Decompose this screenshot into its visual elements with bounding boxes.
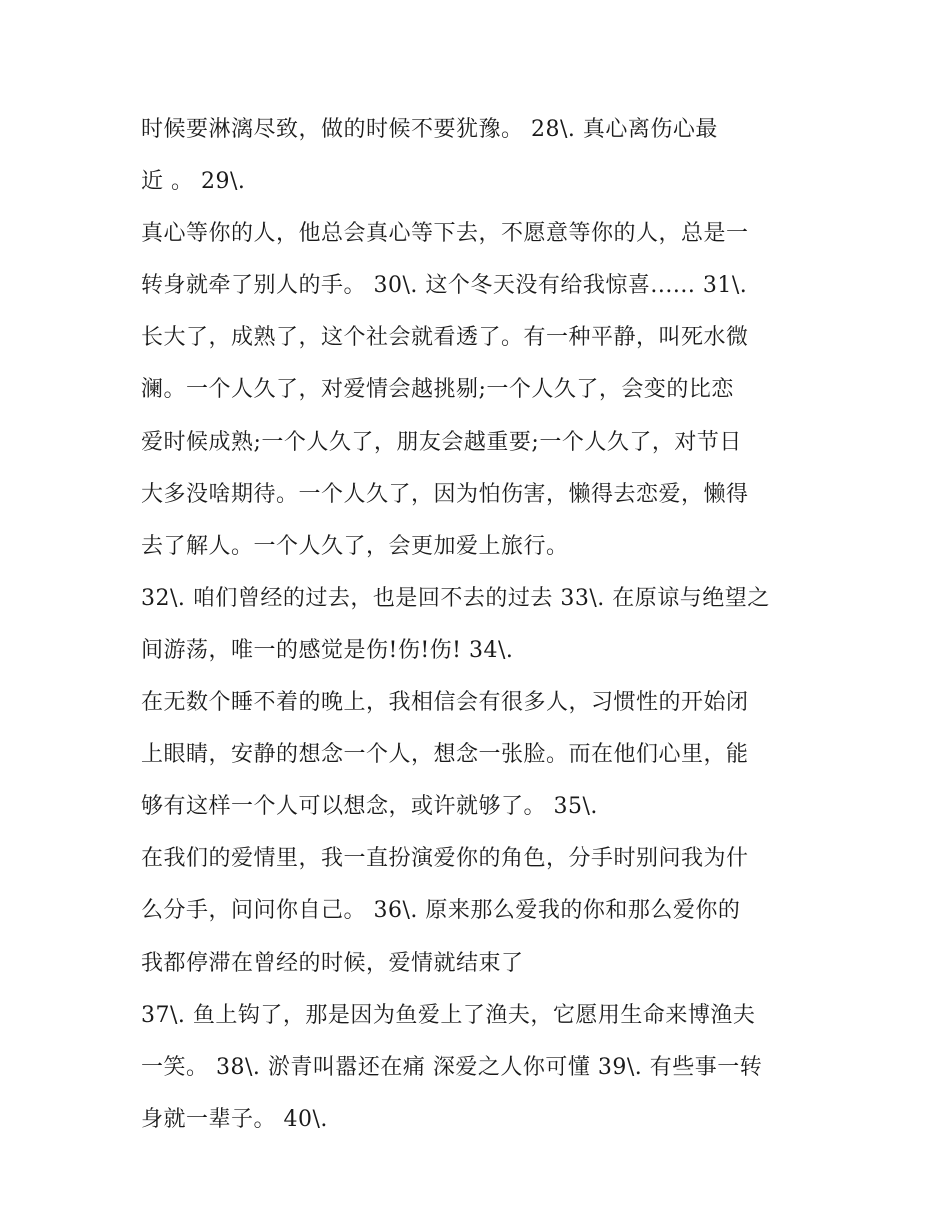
text-line: 上眼睛，安静的想念一个人，想念一张脸。而在他们心里，能 <box>141 742 749 768</box>
text-line: 间游荡，唯一的感觉是伤!伤!伤! 34\. <box>141 637 514 663</box>
text-line: 时候要淋漓尽致，做的时候不要犹豫。 28\. 真心离伤心最 <box>141 117 718 142</box>
text-line: 大多没啥期待。一个人久了，因为怕伤害，懒得去恋爱，懒得 <box>141 481 749 507</box>
text-line: 长大了，成熟了，这个社会就看透了。有一种平静，叫死水微 <box>141 325 749 351</box>
text-line: 身就一辈子。 40\. <box>141 1106 328 1132</box>
text-line: 澜。一个人久了，对爱情会越挑剔;一个人久了，会变的比恋 <box>141 377 734 403</box>
text-line: 转身就牵了别人的手。 30\. 这个冬天没有给我惊喜...... 31\. <box>141 273 748 299</box>
text-line: 我都停滞在曾经的时候，爱情就结束了 <box>141 950 524 976</box>
text-line: 爱时候成熟;一个人久了，朋友会越重要;一个人久了，对节日 <box>141 429 742 455</box>
text-line: 真心等你的人，他总会真心等下去，不愿意等你的人，总是一 <box>141 221 749 247</box>
text-line: 在无数个睡不着的晚上，我相信会有很多人，习惯性的开始闭 <box>141 690 749 716</box>
text-line: 么分手，问问你自己。 36\. 原来那么爱我的你和那么爱你的 <box>141 898 741 924</box>
text-line: 32\. 咱们曾经的过去，也是回不去的过去 33\. 在原谅与绝望之 <box>141 585 770 611</box>
text-line: 去了解人。一个人久了，会更加爱上旅行。 <box>141 533 569 559</box>
text-line: 一笑。 38\. 淤青叫嚣还在痛 深爱之人你可懂 39\. 有些事一转 <box>141 1054 763 1080</box>
body-text <box>141 104 821 1146</box>
text-line: 37\. 鱼上钩了，那是因为鱼爱上了渔夫，它愿用生命来博渔夫 <box>141 1002 756 1028</box>
text-line: 够有这样一个人可以想念，或许就够了。 35\. <box>141 794 598 820</box>
text-line: 近 。 29\. <box>141 169 246 195</box>
text-line: 在我们的爱情里，我一直扮演爱你的角色，分手时别问我为什 <box>141 846 749 872</box>
